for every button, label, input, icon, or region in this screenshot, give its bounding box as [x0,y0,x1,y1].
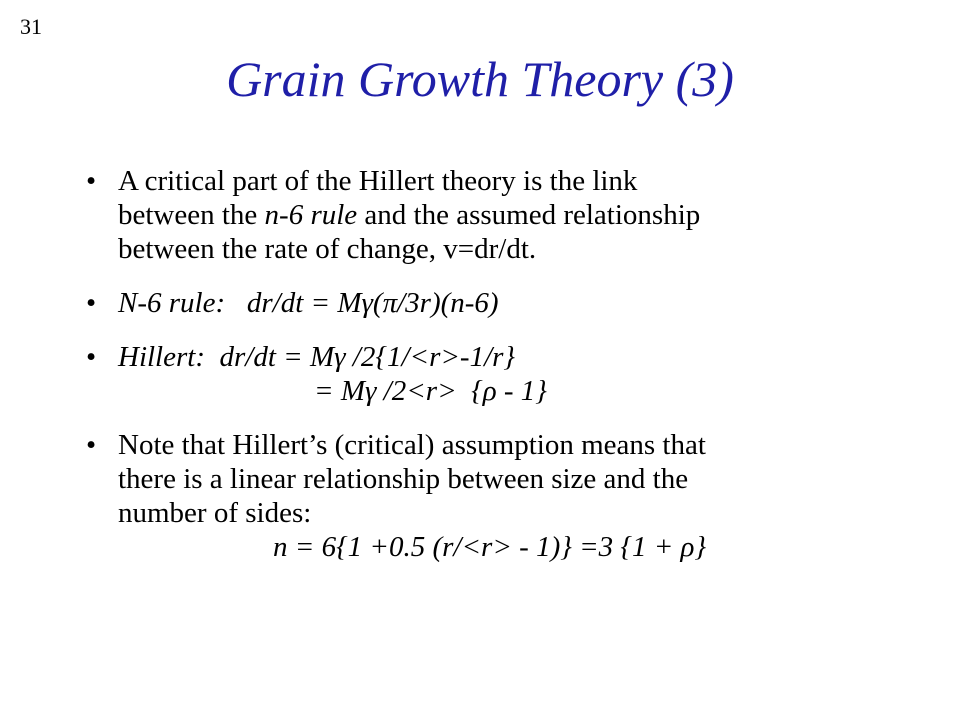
slide-number: 31 [20,14,42,39]
bullet-n6-rule [86,286,906,320]
sides-size-equation: n = 6{1 +0.5 (r/<r> - 1)} =3 {1 + ρ} [273,531,707,563]
bullet-1-line-3: between the rate of change, v=dr/dt. [118,233,537,265]
bullet-hillert-equation [86,340,906,408]
bullet-list [86,164,906,584]
bullet-1-line-2-pre: between the [118,199,265,231]
bullet-1-line-2-post: and the assumed relationship [357,199,701,231]
bullet-4-line-2: there is a linear relationship between size and the [118,463,689,495]
bullet-4-line-1: • Note that Hillert’s (critical) assumption means that [118,429,706,461]
bullet-hillert-link [86,164,906,266]
n6-rule-term: n-6 rule [264,199,358,231]
bullet-1-line-1: • A critical part of the Hillert theory is the link [118,165,638,197]
hillert-equation-line-1: • Hillert: dr/dt = Mγ /2{1/<r>-1/r} [118,341,516,373]
bullet-4-line-3: number of sides: [118,497,312,529]
hillert-equation-line-2: = Mγ /2<r> {ρ - 1} [314,375,547,407]
bullet-1-line-2 [118,198,906,232]
bullet-hillert-assumption [86,428,906,564]
n6-rule-equation: • N-6 rule: dr/dt = Mγ(π/3r)(n-6) [118,287,499,319]
slide-title: Grain Growth Theory (3) [226,51,734,107]
